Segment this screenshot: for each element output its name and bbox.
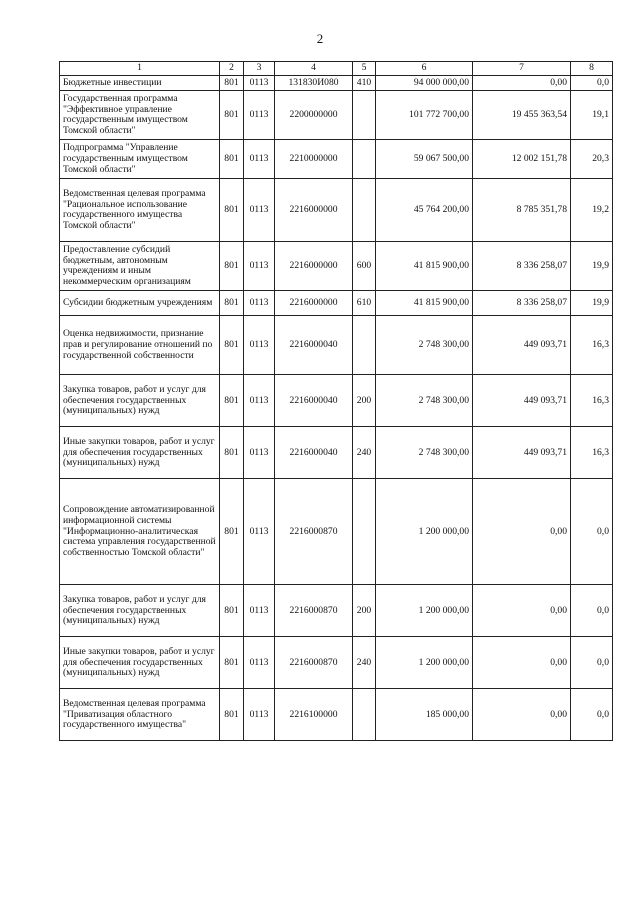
cell-plan-amount: 45 764 200,00 [376,179,473,242]
cell-section-code: 0113 [244,479,275,585]
cell-target-code: 2216000870 [275,585,353,637]
cell-percent: 20,3 [571,140,613,179]
cell-section-code: 0113 [244,291,275,316]
cell-ministry-code: 801 [220,375,244,427]
cell-expense-type [353,316,376,375]
cell-ministry-code: 801 [220,179,244,242]
cell-plan-amount: 41 815 900,00 [376,291,473,316]
table-row [60,479,613,585]
cell-name: Предоставление субсидий бюджетным, автономным учреждениям и иным некоммерческим организациям [60,242,220,291]
cell-name: Подпрограмма "Управление государственным имуществом Томской области" [60,140,220,179]
cell-section-code: 0113 [244,585,275,637]
column-header: 1 [60,62,220,76]
cell-name: Закупка товаров, работ и услуг для обеспечения государственных (муниципальных) нужд [60,585,220,637]
column-header: 2 [220,62,244,76]
cell-section-code: 0113 [244,316,275,375]
cell-percent: 0,0 [571,585,613,637]
cell-ministry-code: 801 [220,91,244,140]
cell-plan-amount: 185 000,00 [376,689,473,741]
cell-expense-type [353,91,376,140]
cell-percent: 19,1 [571,91,613,140]
table-row [60,689,613,741]
cell-expense-type: 410 [353,75,376,91]
cell-ministry-code: 801 [220,75,244,91]
table-row [60,585,613,637]
cell-expense-type: 200 [353,375,376,427]
cell-section-code: 0113 [244,427,275,479]
cell-target-code: 2216100000 [275,689,353,741]
cell-percent: 0,0 [571,479,613,585]
table-row [60,375,613,427]
cell-name: Оценка недвижимости, признание прав и регулирование отношений по государственной собственности [60,316,220,375]
cell-target-code: 2216000000 [275,242,353,291]
cell-executed-amount: 12 002 151,78 [473,140,571,179]
cell-ministry-code: 801 [220,637,244,689]
cell-executed-amount: 19 455 363,54 [473,91,571,140]
cell-ministry-code: 801 [220,140,244,179]
table-row [60,140,613,179]
cell-name: Закупка товаров, работ и услуг для обеспечения государственных (муниципальных) нужд [60,375,220,427]
column-header: 4 [275,62,353,76]
cell-percent: 16,3 [571,427,613,479]
cell-plan-amount: 2 748 300,00 [376,316,473,375]
cell-section-code: 0113 [244,179,275,242]
cell-plan-amount: 59 067 500,00 [376,140,473,179]
budget-table [59,61,613,741]
cell-plan-amount: 1 200 000,00 [376,585,473,637]
cell-expense-type: 240 [353,637,376,689]
cell-ministry-code: 801 [220,242,244,291]
cell-ministry-code: 801 [220,427,244,479]
cell-executed-amount: 0,00 [473,637,571,689]
cell-plan-amount: 1 200 000,00 [376,479,473,585]
column-header: 5 [353,62,376,76]
cell-target-code: 131830И080 [275,75,353,91]
cell-ministry-code: 801 [220,689,244,741]
cell-name: Ведомственная целевая программа "Приватизация областного государственного имущества" [60,689,220,741]
cell-section-code: 0113 [244,75,275,91]
cell-target-code: 2216000000 [275,179,353,242]
cell-section-code: 0113 [244,637,275,689]
cell-percent: 16,3 [571,375,613,427]
cell-ministry-code: 801 [220,585,244,637]
cell-target-code: 2216000040 [275,316,353,375]
cell-ministry-code: 801 [220,479,244,585]
cell-name: Иные закупки товаров, работ и услуг для обеспечения государственных (муниципальных) нужд [60,427,220,479]
cell-expense-type: 610 [353,291,376,316]
cell-target-code: 2200000000 [275,91,353,140]
cell-target-code: 2210000000 [275,140,353,179]
cell-name: Субсидии бюджетным учреждениям [60,291,220,316]
cell-percent: 19,2 [571,179,613,242]
cell-expense-type: 200 [353,585,376,637]
cell-percent: 0,0 [571,75,613,91]
cell-name: Государственная программа "Эффективное управление государственным имуществом Томской области" [60,91,220,140]
cell-section-code: 0113 [244,689,275,741]
cell-target-code: 2216000870 [275,479,353,585]
cell-percent: 19,9 [571,242,613,291]
cell-expense-type: 600 [353,242,376,291]
cell-percent: 19,9 [571,291,613,316]
table-row [60,75,613,91]
cell-executed-amount: 449 093,71 [473,427,571,479]
table-header-row [60,62,613,76]
cell-target-code: 2216000870 [275,637,353,689]
cell-plan-amount: 41 815 900,00 [376,242,473,291]
cell-expense-type [353,179,376,242]
column-header: 3 [244,62,275,76]
cell-ministry-code: 801 [220,316,244,375]
table-row [60,91,613,140]
cell-plan-amount: 94 000 000,00 [376,75,473,91]
cell-target-code: 2216000040 [275,427,353,479]
cell-name: Сопровождение автоматизированной информационной системы "Информационно-аналитическая система управления государственной собственностью Томской области" [60,479,220,585]
column-header: 6 [376,62,473,76]
cell-executed-amount: 0,00 [473,75,571,91]
table-row [60,179,613,242]
cell-executed-amount: 449 093,71 [473,375,571,427]
cell-section-code: 0113 [244,140,275,179]
cell-name: Бюджетные инвестиции [60,75,220,91]
cell-expense-type [353,140,376,179]
cell-name: Иные закупки товаров, работ и услуг для обеспечения государственных (муниципальных) нужд [60,637,220,689]
column-header: 8 [571,62,613,76]
cell-expense-type: 240 [353,427,376,479]
cell-plan-amount: 2 748 300,00 [376,375,473,427]
table-row [60,316,613,375]
cell-plan-amount: 101 772 700,00 [376,91,473,140]
cell-target-code: 2216000040 [275,375,353,427]
cell-percent: 0,0 [571,637,613,689]
cell-executed-amount: 449 093,71 [473,316,571,375]
cell-executed-amount: 8 336 258,07 [473,242,571,291]
cell-executed-amount: 0,00 [473,479,571,585]
table-row [60,242,613,291]
cell-name: Ведомственная целевая программа "Рациональное использование государственного имущества Томской области" [60,179,220,242]
table-row [60,427,613,479]
cell-executed-amount: 8 336 258,07 [473,291,571,316]
cell-expense-type [353,689,376,741]
table-row [60,291,613,316]
table-row [60,637,613,689]
cell-expense-type [353,479,376,585]
cell-section-code: 0113 [244,91,275,140]
cell-executed-amount: 8 785 351,78 [473,179,571,242]
cell-section-code: 0113 [244,242,275,291]
cell-percent: 16,3 [571,316,613,375]
cell-ministry-code: 801 [220,291,244,316]
cell-executed-amount: 0,00 [473,585,571,637]
cell-plan-amount: 1 200 000,00 [376,637,473,689]
column-header: 7 [473,62,571,76]
cell-target-code: 2216000000 [275,291,353,316]
cell-executed-amount: 0,00 [473,689,571,741]
page-number: 2 [316,31,324,46]
cell-percent: 0,0 [571,689,613,741]
cell-plan-amount: 2 748 300,00 [376,427,473,479]
cell-section-code: 0113 [244,375,275,427]
